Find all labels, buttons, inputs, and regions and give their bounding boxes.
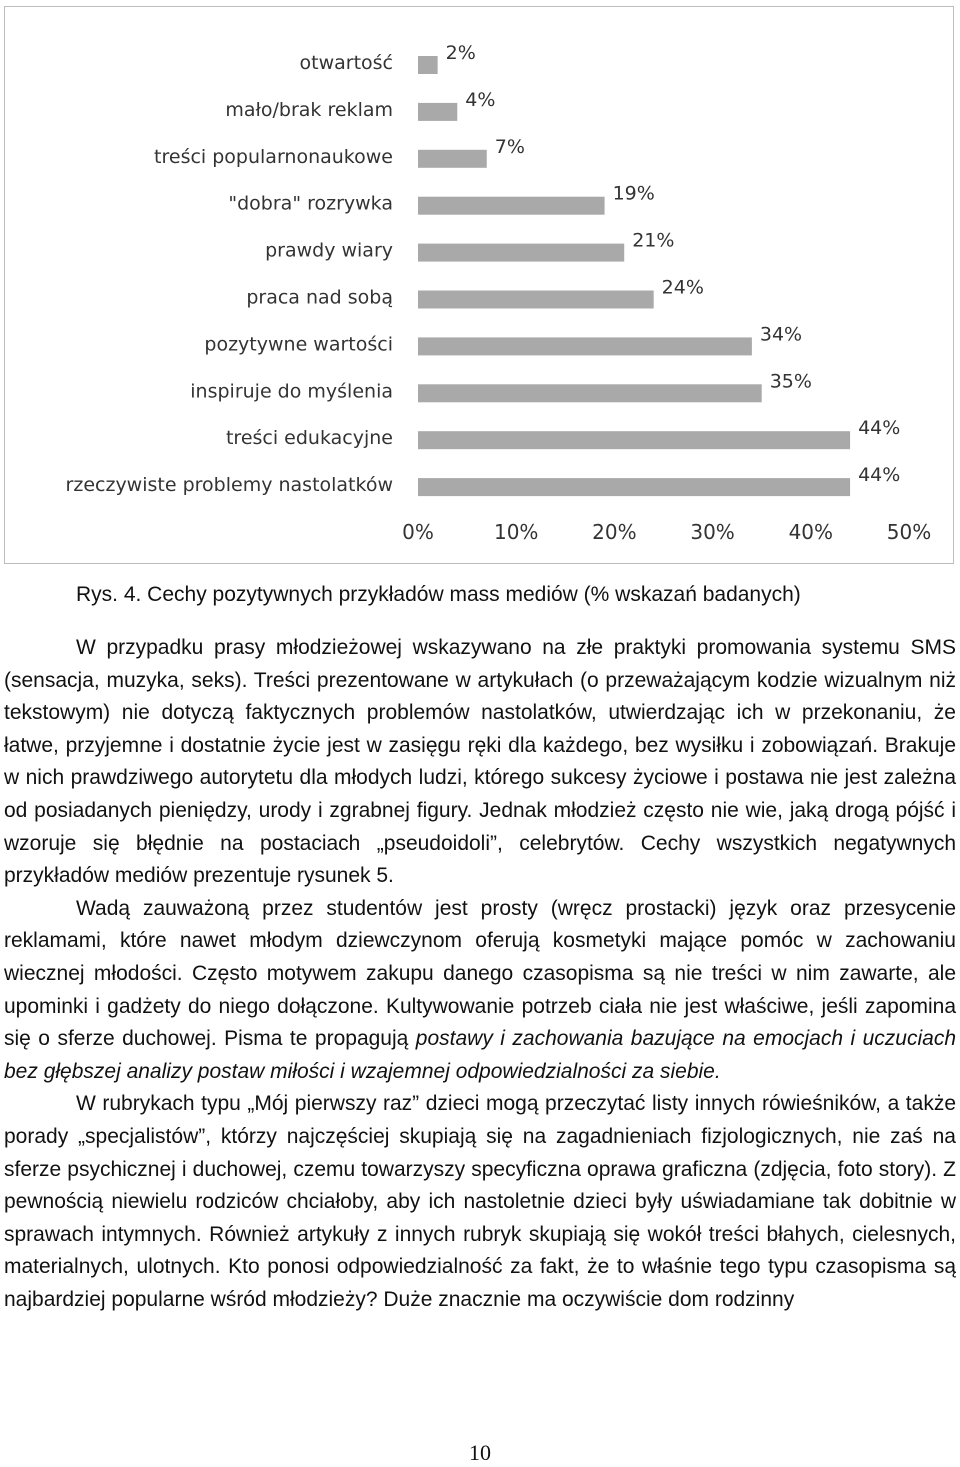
value-label: 7%: [494, 135, 525, 158]
value-label: 19%: [612, 182, 655, 205]
value-label: 34%: [759, 323, 803, 346]
category-label: mało/brak reklam: [225, 98, 393, 121]
x-tick-label: 30%: [690, 520, 735, 544]
value-label: 44%: [858, 417, 901, 440]
bar: [418, 103, 457, 121]
bar-chart: [5, 7, 953, 563]
bar: [418, 431, 850, 449]
category-label: pozytywne wartości: [204, 333, 393, 356]
x-tick-label: 10%: [493, 520, 539, 544]
bar: [418, 56, 438, 74]
bar: [418, 197, 605, 215]
category-label: inspiruje do myślenia: [190, 380, 393, 403]
category-label: treści popularnonaukowe: [154, 145, 393, 168]
paragraph-2: [4, 893, 956, 1089]
paragraph-1-text: W przypadku prasy młodzieżowej wskazywano na złe praktyki promowania systemu SMS (sensacja, muzyka, seks). Treści prezentowane w artykułach (o przeważającym kodzie wizualnym niż tekstowym) nie dotyczą faktycznych problemów nastolatków, utwierdzając ich w przekonaniu, że łatwe, przyjemne i dostatnie życie jest w zasięgu ręki dla każdego, bez wysiłku i zobowiązań. Brakuje w nich prawdziwego autorytetu dla młodych ludzi, którego sukcesy życiowe i postawa nie jest zależna od posiadanych pieniędzy, urody i zgrabnej figury. Jednak młodzież często nie wie, jaką drogą pójść i wzoruje się błędnie na postaciach „pseudoidoli”, celebrytów. Cechy wszystkich negatywnych przykładów mediów prezentuje rysunek 5.: [4, 636, 956, 888]
bar: [418, 384, 762, 402]
value-label: 44%: [858, 464, 901, 487]
paragraph-1: [4, 632, 956, 893]
category-label: otwartość: [299, 52, 393, 74]
category-label: praca nad sobą: [246, 286, 393, 309]
body-text: [4, 632, 956, 1316]
bar: [418, 291, 654, 309]
value-label: 24%: [661, 276, 704, 299]
bar: [418, 244, 624, 262]
paragraph-3-text: W rubrykach typu „Mój pierwszy raz” dzieci mogą przeczytać listy innych rówieśników, a także porady „specjalistów”, którzy najczęściej skupiają się na zagadnieniach fizjologicznych, nie zaś na sferze psychicznej i duchowej, czemu towarzyszy specyficzna oprawa graficzna (zdjęcia, foto story). Z pewnością niewielu rodziców chciałoby, aby ich nastoletnie dzieci były uświadamiane tak dobitnie w sprawach intymnych. Również artykuły z innych rubryk skupiają się wokół treści błahych, cielesnych, materialnych, ulotnych. Kto ponosi odpowiedzialność za fakt, że to właśnie tego typu czasopisma są najbardziej popularne wśród młodzieży? Duże znacznie ma oczywiście dom rodzinny: [4, 1092, 956, 1311]
value-label: 4%: [465, 88, 496, 111]
value-label: 2%: [445, 42, 476, 64]
category-label: treści edukacyjne: [225, 427, 393, 450]
x-tick-label: 20%: [592, 520, 637, 544]
bar: [418, 478, 850, 496]
bar: [418, 150, 487, 168]
paragraph-2-italic: postawy i zachowania bazujące na emocjach i uczuciach bez głębszej analizy postaw miłości i wzajemnej odpowiedzialności za siebie.: [4, 1027, 956, 1083]
page-number: 10: [469, 1440, 491, 1465]
bar: [418, 337, 752, 355]
x-tick-label: 0%: [402, 520, 434, 544]
figure-caption: Rys. 4. Cechy pozytywnych przykładów mass mediów (% wskazań badanych): [76, 583, 801, 606]
category-label: rzeczywiste problemy nastolatków: [65, 474, 393, 497]
x-tick-label: 40%: [788, 520, 834, 544]
category-label: "dobra" rozrywka: [228, 192, 393, 215]
paragraph-2-text: Wadą zauważoną przez studentów jest prosty (wręcz prostacki) język oraz przesycenie reklamami, które nawet młodym dziewczynom oferują kosmetyki mające pomóc w zachowaniu wiecznej młodości. Często motywem zakupu danego czasopisma są nie treści w nim zawarte, ale upominki i gadżety do niego dołączone. Kultywowanie potrzeb ciała nie jest właściwe, jeśli zapomina się o sferze duchowej. Pisma te propagują: [4, 896, 956, 1051]
value-label: 21%: [632, 229, 675, 252]
x-tick-label: 50%: [886, 520, 932, 544]
paragraph-3: [4, 1088, 956, 1316]
value-label: 35%: [769, 370, 812, 393]
chart-frame: [4, 6, 954, 564]
category-label: prawdy wiary: [265, 239, 393, 262]
